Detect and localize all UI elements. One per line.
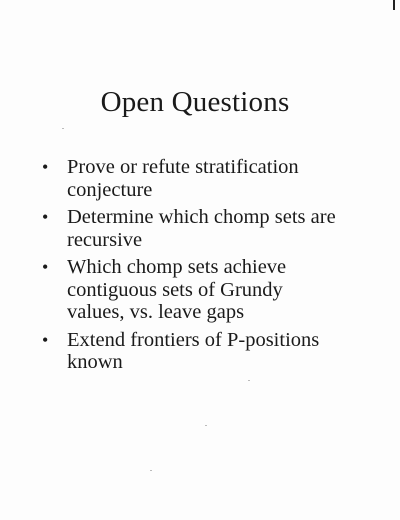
- bullet-marker: •: [42, 207, 49, 227]
- scan-edge-mark: [393, 0, 395, 10]
- bullet-item: [40, 329, 340, 374]
- scan-speck: [150, 470, 152, 471]
- bullet-marker: •: [42, 157, 49, 177]
- bullet-text: Prove or refute stratification conjecture: [67, 156, 299, 201]
- bullet-marker: •: [42, 257, 49, 277]
- bullet-text: Which chomp sets achieve contiguous sets of Grundy values, vs. leave gaps: [67, 256, 287, 323]
- bullet-marker: •: [42, 329, 49, 350]
- bullet-text: Extend frontiers of P-positions known: [67, 328, 320, 373]
- bullet-item: [40, 256, 340, 324]
- slide-title: Open Questions: [100, 86, 290, 118]
- scan-speck: [62, 128, 64, 129]
- bullet-list: [40, 156, 340, 379]
- bullet-text: Determine which chomp sets are recursive: [67, 206, 336, 251]
- scan-speck: [248, 380, 250, 381]
- scan-speck: [205, 425, 207, 426]
- bullet-item: [40, 206, 340, 251]
- bullet-item: [40, 156, 340, 201]
